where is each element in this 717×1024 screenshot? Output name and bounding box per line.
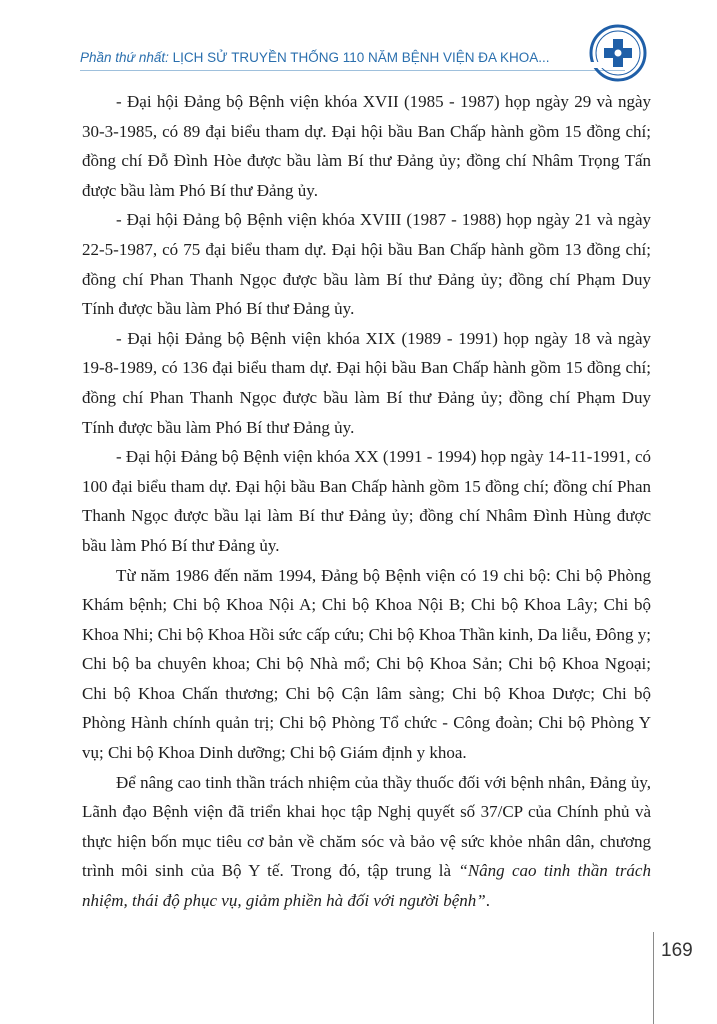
paragraph-congress-xviii: - Đại hội Đảng bộ Bệnh viện khóa XVIII (1987 - 1988) họp ngày 21 và ngày 22-5-1987, có 75 đại biểu tham dự. Đại hội bầu Ban Chấp hành gồm 13 đồng chí; đồng chí Phan Thanh Ngọc được bầu làm Bí thư Đảng ủy; đồng chí Phạm Duy Tính được bầu làm Phó Bí thư Đảng ủy. (82, 210, 651, 319)
header-part-label: Phần thứ nhất: (80, 50, 169, 65)
paragraph-congress-xvii: - Đại hội Đảng bộ Bệnh viện khóa XVII (1985 - 1987) họp ngày 29 và ngày 30-3-1985, có 89 đại biểu tham dự. Đại hội bầu Ban Chấp hành gồm 15 đồng chí; đồng chí Đỗ Đình Hòe được bầu làm Bí thư Đảng ủy; đồng chí Nhâm Trọng Tấn được bầu làm Phó Bí thư Đảng ủy. (82, 92, 651, 200)
paragraph-party-cells: Từ năm 1986 đến năm 1994, Đảng bộ Bệnh viện có 19 chi bộ: Chi bộ Phòng Khám bệnh; Chi bộ Khoa Nội A; Chi bộ Khoa Nội B; Chi bộ Khoa Lây; Chi bộ Khoa Nhi; Chi bộ Khoa Hồi sức cấp cứu; Chi bộ Khoa Thần kinh, Da liễu, Đông y; Chi bộ ba chuyên khoa; Chi bộ Nhà mổ; Chi bộ Khoa Sản; Chi bộ Khoa Ngoại; Chi bộ Khoa Chấn thương; Chi bộ Cận lâm sàng; Chi bộ Khoa Dược; Chi bộ Phòng Hành chính quản trị; Chi bộ Phòng Tổ chức - Công đoàn; Chi bộ Phòng Y vụ; Chi bộ Khoa Dinh dưỡng; Chi bộ Giám định y khoa. (82, 565, 651, 763)
paragraph-congress-xx: - Đại hội Đảng bộ Bệnh viện khóa XX (1991 - 1994) họp ngày 14-11-1991, có 100 đại biểu tham dự. Đại hội bầu Ban Chấp hành gồm 15 đồng chí; đồng chí Phan Thanh Ngọc được bầu lại làm Bí thư Đảng ủy; đồng chí Nhâm Đình Hùng được bầu làm Phó Bí thư Đảng ủy. (82, 447, 651, 555)
paragraph-responsibility (82, 768, 651, 916)
page-number-divider (653, 932, 654, 1024)
paragraph-text: Để nâng cao tinh thần trách nhiệm của thầy thuốc đối với bệnh nhân, Đảng ủy, Lãnh đạo Bệnh viện đã triển khai học tập Nghị quyết số 37/CP của Chính phủ và thực hiện bốn mục tiêu cơ bản về chăm sóc và bảo vệ sức khỏe nhân dân, chương trình môi sinh của Bộ Y tế. Trong đó, tập trung là (82, 772, 651, 881)
page-body (82, 87, 651, 916)
page-number: 169 (661, 940, 693, 961)
header-book-title: LỊCH SỬ TRUYỀN THỐNG 110 NĂM BỆNH VIỆN ĐA KHOA... (172, 50, 550, 65)
paragraph-congress-xix: - Đại hội Đảng bộ Bệnh viện khóa XIX (1989 - 1991) họp ngày 18 và ngày 19-8-1989, có 136 đại biểu tham dự. Đại hội bầu Ban Chấp hành gồm 15 đồng chí; đồng chí Phan Thanh Ngọc được bầu làm Bí thư Đảng ủy; đồng chí Phạm Duy Tính được bầu làm Phó Bí thư Đảng ủy. (82, 328, 651, 437)
paragraph-end: . (485, 891, 490, 911)
hospital-cross-emblem-icon (587, 22, 649, 84)
italic-quote: “Nâng cao tinh thần trách nhiệm, thái độ phục vụ, giảm phiền hà đối với người bệnh” (82, 861, 651, 911)
header-title (80, 50, 550, 65)
running-header (80, 46, 625, 71)
